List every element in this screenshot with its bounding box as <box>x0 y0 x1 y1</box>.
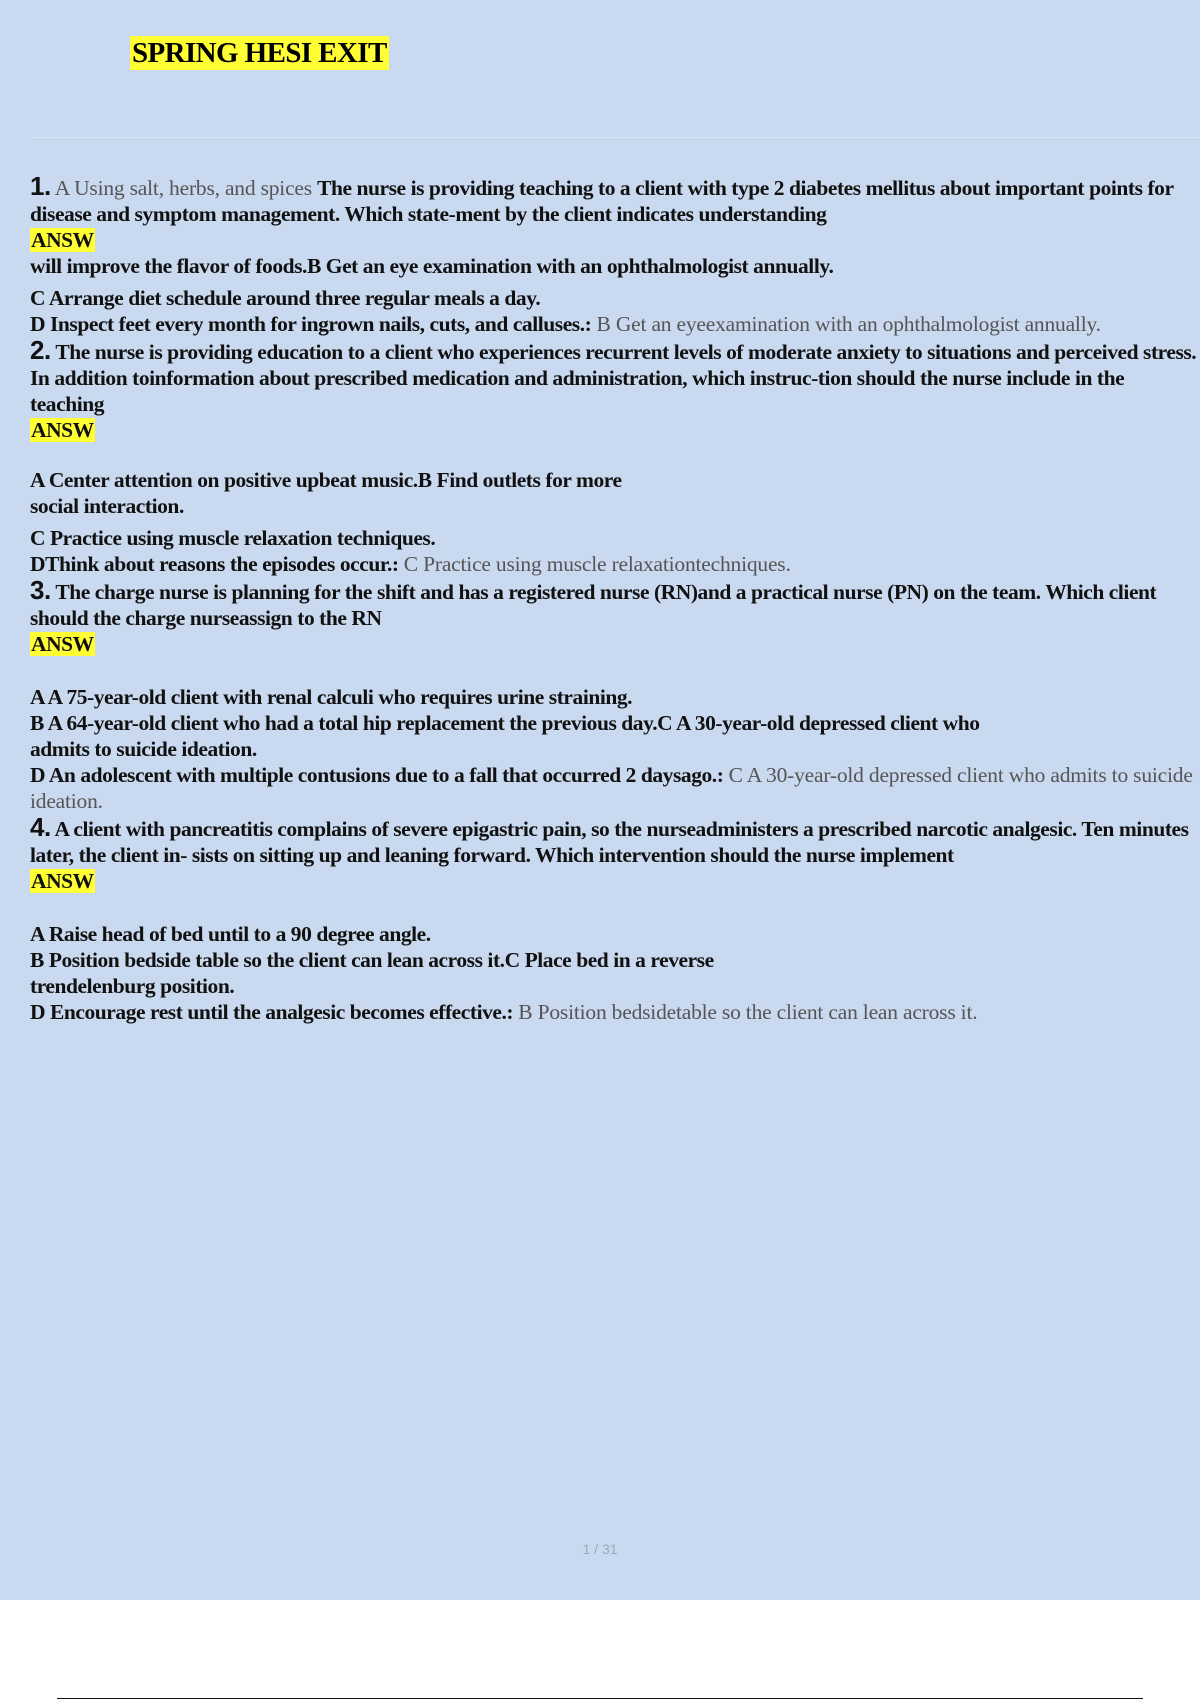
answer-tag: ANSW <box>31 418 94 442</box>
option-text: D Inspect feet every month for ingrown nails, cuts, and calluses.: <box>30 312 592 336</box>
option-line: C Arrange diet schedule around three regular meals a day. <box>30 286 541 310</box>
question-number: 2. <box>30 335 51 365</box>
correct-answer: B Position bedsidetable so the client can lean across it. <box>513 1000 978 1024</box>
question-number: 1. <box>30 171 51 201</box>
option-text: D Encourage rest until the analgesic becomes effective.: <box>30 1000 514 1024</box>
question-3 <box>30 577 1198 814</box>
option-line: will improve the flavor of foods.B Get an eye examination with an ophthalmologist annually. <box>30 254 834 278</box>
document-title: SPRING HESI EXIT <box>132 37 387 69</box>
option-line: admits to suicide ideation. <box>30 737 257 761</box>
answer-tag: ANSW <box>31 869 94 893</box>
option-text: DThink about reasons the episodes occur.: <box>30 552 399 576</box>
question-number: 3. <box>30 575 51 605</box>
answer-tag: ANSW <box>31 228 94 252</box>
question-stem: The charge nurse is planning for the shift and has a registered nurse (RN)and a practical nurse (PN) on the team. Which client should the charge nurseassign to the RN <box>30 580 1157 630</box>
question-4 <box>30 814 1198 1025</box>
option-line: social interaction. <box>30 494 184 518</box>
option-line <box>30 999 1198 1025</box>
question-1 <box>30 173 1198 337</box>
option-line: trendelenburg position. <box>30 974 235 998</box>
answer-tag: ANSW <box>31 632 94 656</box>
question-list <box>30 173 1198 1025</box>
correct-answer: C Practice using muscle relaxationtechniques. <box>398 552 791 576</box>
option-line <box>30 311 1198 337</box>
option-line: B A 64-year-old client who had a total hip replacement the previous day.C A 30-year-old depressed client who <box>30 711 980 735</box>
option-text: D An adolescent with multiple contusions due to a fall that occurred 2 daysago.: <box>30 763 724 787</box>
option-line: A Center attention on positive upbeat music.B Find outlets for more <box>30 468 622 492</box>
header-divider <box>30 137 1200 138</box>
correct-answer: C A 30-year-old depressed client who admits to suicide ideation. <box>30 763 1193 813</box>
question-lead-text: A Using salt, herbs, and spices <box>50 176 318 200</box>
question-stem: The nurse is providing education to a client who experiences recurrent levels of moderate anxiety to situations and perceived stress. In addition toinformation about prescribed medication and administration, which instruc-tion should the nurse include in the teaching <box>30 340 1197 416</box>
question-number: 4. <box>30 812 51 842</box>
option-line: B Position bedside table so the client can lean across it.C Place bed in a reverse <box>30 948 714 972</box>
question-stem: A client with pancreatitis complains of severe epigastric pain, so the nurseadministers a prescribed narcotic analgesic. Ten minutes later, the client in- sists on sitting up and leaning forward. Which intervention should the nurse implement <box>30 817 1189 867</box>
question-stem: The nurse is providing teaching to a client with type 2 diabetes mellitus about important points for disease and symptom management. Which state-ment by the client indicates understanding <box>30 176 1174 226</box>
option-line: A Raise head of bed until to a 90 degree angle. <box>30 922 431 946</box>
correct-answer: B Get an eyeexamination with an ophthalmologist annually. <box>591 312 1101 336</box>
question-2 <box>30 337 1198 577</box>
option-line: C Practice using muscle relaxation techniques. <box>30 526 436 550</box>
page-indicator: 1 / 31 <box>582 1541 618 1557</box>
footer-divider <box>57 1698 1143 1699</box>
option-line <box>30 551 1198 577</box>
option-line: A A 75-year-old client with renal calculi who requires urine straining. <box>30 685 633 709</box>
option-line <box>30 762 1198 814</box>
